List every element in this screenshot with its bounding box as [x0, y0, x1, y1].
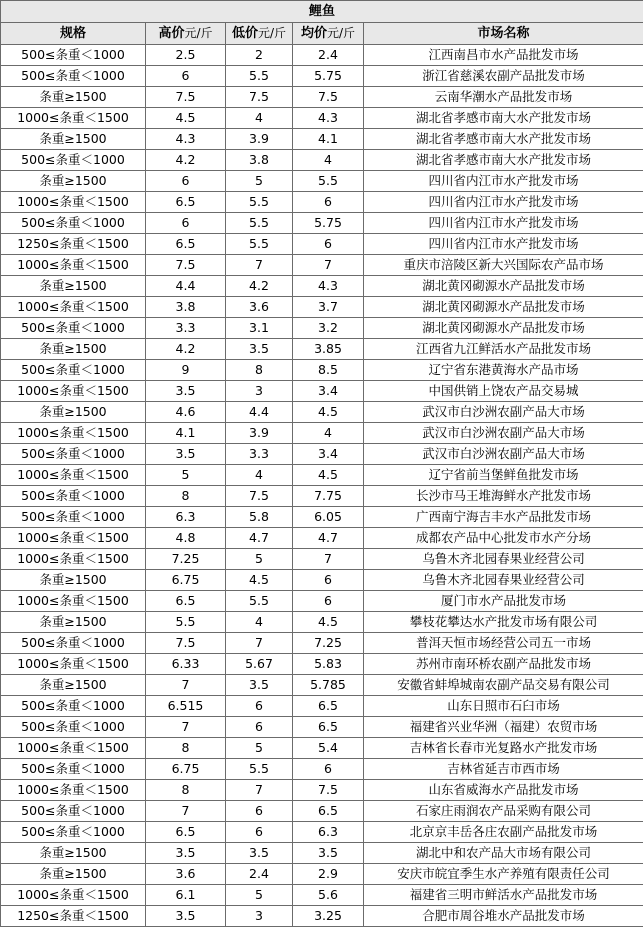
cell-high: 6.75 [146, 570, 226, 591]
cell-avg: 6.05 [293, 507, 364, 528]
cell-spec: 500≤条重＜1000 [1, 633, 146, 654]
cell-high: 7.5 [146, 87, 226, 108]
cell-low: 2 [226, 45, 293, 66]
cell-spec: 1000≤条重＜1500 [1, 654, 146, 675]
cell-avg: 5.785 [293, 675, 364, 696]
cell-low: 5.5 [226, 66, 293, 87]
cell-market: 吉林省长春市光复路水产批发市场 [364, 738, 643, 759]
cell-spec: 500≤条重＜1000 [1, 822, 146, 843]
cell-high: 4.4 [146, 276, 226, 297]
cell-avg: 2.4 [293, 45, 364, 66]
cell-spec: 500≤条重＜1000 [1, 213, 146, 234]
cell-market: 辽宁省前当堡鲜鱼批发市场 [364, 465, 643, 486]
cell-market: 长沙市马王堆海鲜水产批发市场 [364, 486, 643, 507]
cell-market: 厦门市水产品批发市场 [364, 591, 643, 612]
cell-low: 5.5 [226, 759, 293, 780]
cell-avg: 6 [293, 192, 364, 213]
cell-spec: 500≤条重＜1000 [1, 444, 146, 465]
cell-high: 6.5 [146, 192, 226, 213]
cell-market: 江西省九江鲜活水产品批发市场 [364, 339, 643, 360]
table-row [1, 843, 643, 864]
cell-avg: 7.5 [293, 780, 364, 801]
cell-market: 武汉市白沙洲农副产品大市场 [364, 444, 643, 465]
cell-avg: 4 [293, 423, 364, 444]
cell-high: 3.8 [146, 297, 226, 318]
cell-spec: 1250≤条重＜1500 [1, 234, 146, 255]
cell-market: 湖北省孝感市南大水产批发市场 [364, 129, 643, 150]
cell-avg: 6 [293, 234, 364, 255]
table-row [1, 759, 643, 780]
cell-high: 5 [146, 465, 226, 486]
cell-spec: 1250≤条重＜1500 [1, 906, 146, 927]
table-row [1, 150, 643, 171]
cell-low: 4.5 [226, 570, 293, 591]
cell-high: 4.2 [146, 339, 226, 360]
cell-avg: 5.75 [293, 66, 364, 87]
cell-market: 四川省内江市水产批发市场 [364, 234, 643, 255]
cell-spec: 1000≤条重＜1500 [1, 381, 146, 402]
cell-avg: 6.5 [293, 717, 364, 738]
cell-high: 6.75 [146, 759, 226, 780]
cell-market: 四川省内江市水产批发市场 [364, 192, 643, 213]
cell-high: 7.25 [146, 549, 226, 570]
cell-avg: 3.4 [293, 381, 364, 402]
table-row [1, 213, 643, 234]
cell-spec: 条重≥1500 [1, 675, 146, 696]
table-row [1, 318, 643, 339]
cell-high: 3.6 [146, 864, 226, 885]
cell-avg: 3.2 [293, 318, 364, 339]
header-high-unit: 元/斤 [184, 26, 213, 40]
cell-market: 武汉市白沙洲农副产品大市场 [364, 402, 643, 423]
cell-avg: 6 [293, 591, 364, 612]
cell-spec: 1000≤条重＜1500 [1, 297, 146, 318]
cell-high: 6 [146, 66, 226, 87]
table-row [1, 801, 643, 822]
table-row [1, 192, 643, 213]
cell-market: 重庆市涪陵区新大兴国际农产品市场 [364, 255, 643, 276]
table-row [1, 528, 643, 549]
cell-low: 4 [226, 108, 293, 129]
cell-spec: 500≤条重＜1000 [1, 507, 146, 528]
cell-low: 5.5 [226, 591, 293, 612]
table-row [1, 738, 643, 759]
cell-market: 湖北黄冈砌源水产品批发市场 [364, 276, 643, 297]
cell-low: 4 [226, 465, 293, 486]
cell-spec: 500≤条重＜1000 [1, 150, 146, 171]
cell-high: 6 [146, 171, 226, 192]
cell-avg: 6.3 [293, 822, 364, 843]
cell-avg: 3.85 [293, 339, 364, 360]
cell-low: 6 [226, 801, 293, 822]
table-title: 鲤鱼 [1, 1, 643, 23]
table-row [1, 45, 643, 66]
cell-avg: 6.5 [293, 801, 364, 822]
table-title-row [1, 1, 643, 23]
table-row [1, 549, 643, 570]
cell-market: 辽宁省东港黄海水产品市场 [364, 360, 643, 381]
cell-avg: 3.5 [293, 843, 364, 864]
table-row [1, 675, 643, 696]
cell-low: 3 [226, 906, 293, 927]
cell-avg: 7 [293, 549, 364, 570]
header-avg-unit: 元/斤 [326, 26, 356, 40]
header-low-unit: 元/斤 [257, 26, 287, 40]
cell-low: 6 [226, 822, 293, 843]
cell-avg: 6.5 [293, 696, 364, 717]
cell-spec: 条重≥1500 [1, 171, 146, 192]
cell-low: 3.9 [226, 129, 293, 150]
table-row [1, 696, 643, 717]
cell-market: 石家庄雨润农产品采购有限公司 [364, 801, 643, 822]
table-row [1, 570, 643, 591]
cell-low: 7 [226, 255, 293, 276]
cell-market: 吉林省延吉市西市场 [364, 759, 643, 780]
cell-low: 6 [226, 696, 293, 717]
cell-market: 福建省三明市鲜活水产品批发市场 [364, 885, 643, 906]
cell-high: 8 [146, 738, 226, 759]
cell-high: 4.1 [146, 423, 226, 444]
cell-low: 4 [226, 612, 293, 633]
cell-low: 2.4 [226, 864, 293, 885]
cell-spec: 1000≤条重＜1500 [1, 780, 146, 801]
cell-spec: 条重≥1500 [1, 276, 146, 297]
header-high [146, 23, 226, 45]
table-row [1, 717, 643, 738]
cell-avg: 3.7 [293, 297, 364, 318]
cell-low: 3.6 [226, 297, 293, 318]
cell-avg: 4.7 [293, 528, 364, 549]
cell-low: 4.2 [226, 276, 293, 297]
cell-low: 5 [226, 549, 293, 570]
cell-avg: 5.6 [293, 885, 364, 906]
header-low-label: 低价 [231, 26, 258, 41]
cell-high: 8 [146, 780, 226, 801]
header-low [226, 23, 293, 45]
cell-spec: 条重≥1500 [1, 402, 146, 423]
cell-avg: 5.83 [293, 654, 364, 675]
table-row [1, 255, 643, 276]
cell-low: 3.3 [226, 444, 293, 465]
cell-market: 福建省兴业华洲（福建）农贸市场 [364, 717, 643, 738]
cell-spec: 条重≥1500 [1, 87, 146, 108]
table-row [1, 885, 643, 906]
cell-low: 7.5 [226, 486, 293, 507]
table-row [1, 66, 643, 87]
cell-market: 乌鲁木齐北园春果业经营公司 [364, 549, 643, 570]
cell-low: 3 [226, 381, 293, 402]
cell-high: 4.2 [146, 150, 226, 171]
cell-high: 7.5 [146, 633, 226, 654]
cell-high: 6.515 [146, 696, 226, 717]
cell-spec: 500≤条重＜1000 [1, 360, 146, 381]
cell-high: 2.5 [146, 45, 226, 66]
cell-avg: 6 [293, 759, 364, 780]
cell-low: 3.5 [226, 339, 293, 360]
cell-spec: 条重≥1500 [1, 570, 146, 591]
cell-spec: 500≤条重＜1000 [1, 696, 146, 717]
cell-low: 6 [226, 717, 293, 738]
cell-spec: 条重≥1500 [1, 864, 146, 885]
cell-spec: 1000≤条重＜1500 [1, 255, 146, 276]
cell-low: 5.8 [226, 507, 293, 528]
cell-avg: 7.25 [293, 633, 364, 654]
cell-low: 5 [226, 738, 293, 759]
cell-low: 7 [226, 633, 293, 654]
cell-market: 四川省内江市水产批发市场 [364, 213, 643, 234]
cell-market: 山东日照市石臼市场 [364, 696, 643, 717]
cell-low: 4.7 [226, 528, 293, 549]
cell-high: 3.5 [146, 444, 226, 465]
cell-high: 3.5 [146, 381, 226, 402]
table-row [1, 171, 643, 192]
table-row [1, 423, 643, 444]
cell-market: 湖北黄冈砌源水产品批发市场 [364, 318, 643, 339]
cell-low: 5 [226, 885, 293, 906]
cell-high: 4.8 [146, 528, 226, 549]
cell-market: 浙江省慈溪农副产品批发市场 [364, 66, 643, 87]
table-row [1, 507, 643, 528]
cell-low: 3.8 [226, 150, 293, 171]
table-body [1, 45, 643, 927]
cell-avg: 2.9 [293, 864, 364, 885]
cell-low: 7 [226, 780, 293, 801]
cell-spec: 1000≤条重＜1500 [1, 528, 146, 549]
cell-low: 5.67 [226, 654, 293, 675]
cell-market: 四川省内江市水产批发市场 [364, 171, 643, 192]
cell-avg: 4.1 [293, 129, 364, 150]
cell-low: 3.9 [226, 423, 293, 444]
cell-market: 湖北黄冈砌源水产品批发市场 [364, 297, 643, 318]
table-row [1, 108, 643, 129]
table-row [1, 339, 643, 360]
table-row [1, 360, 643, 381]
cell-avg: 7 [293, 255, 364, 276]
cell-avg: 6 [293, 570, 364, 591]
cell-market: 江西南昌市水产品批发市场 [364, 45, 643, 66]
table-row [1, 129, 643, 150]
cell-high: 7.5 [146, 255, 226, 276]
cell-high: 7 [146, 675, 226, 696]
table-row [1, 612, 643, 633]
cell-spec: 500≤条重＜1000 [1, 801, 146, 822]
table-row [1, 864, 643, 885]
cell-avg: 5.4 [293, 738, 364, 759]
cell-spec: 1000≤条重＜1500 [1, 192, 146, 213]
cell-low: 5.5 [226, 192, 293, 213]
cell-high: 7 [146, 717, 226, 738]
cell-avg: 4.3 [293, 108, 364, 129]
cell-high: 4.6 [146, 402, 226, 423]
cell-high: 4.3 [146, 129, 226, 150]
cell-high: 6.33 [146, 654, 226, 675]
cell-low: 5 [226, 171, 293, 192]
cell-spec: 条重≥1500 [1, 612, 146, 633]
cell-low: 3.5 [226, 675, 293, 696]
cell-high: 9 [146, 360, 226, 381]
cell-market: 武汉市白沙洲农副产品大市场 [364, 423, 643, 444]
cell-avg: 3.4 [293, 444, 364, 465]
cell-high: 6.5 [146, 234, 226, 255]
cell-high: 6 [146, 213, 226, 234]
table-row [1, 297, 643, 318]
cell-spec: 条重≥1500 [1, 843, 146, 864]
cell-spec: 500≤条重＜1000 [1, 45, 146, 66]
table-row [1, 822, 643, 843]
cell-spec: 1000≤条重＜1500 [1, 108, 146, 129]
cell-market: 湖北省孝感市南大水产批发市场 [364, 150, 643, 171]
cell-market: 山东省威海水产品批发市场 [364, 780, 643, 801]
header-high-label: 高价 [158, 26, 185, 41]
cell-spec: 500≤条重＜1000 [1, 318, 146, 339]
cell-spec: 500≤条重＜1000 [1, 66, 146, 87]
cell-high: 3.5 [146, 906, 226, 927]
cell-avg: 5.75 [293, 213, 364, 234]
cell-spec: 500≤条重＜1000 [1, 717, 146, 738]
cell-market: 湖北省孝感市南大水产批发市场 [364, 108, 643, 129]
cell-spec: 1000≤条重＜1500 [1, 423, 146, 444]
header-market: 市场名称 [364, 23, 643, 45]
cell-high: 5.5 [146, 612, 226, 633]
cell-avg: 4.5 [293, 465, 364, 486]
cell-spec: 1000≤条重＜1500 [1, 549, 146, 570]
cell-market: 广西南宁海吉丰水产品批发市场 [364, 507, 643, 528]
cell-high: 6.3 [146, 507, 226, 528]
cell-market: 云南华潮水产品批发市场 [364, 87, 643, 108]
table-header-row [1, 23, 643, 45]
table-row [1, 87, 643, 108]
cell-spec: 500≤条重＜1000 [1, 759, 146, 780]
table-row [1, 591, 643, 612]
cell-low: 5.5 [226, 213, 293, 234]
cell-spec: 1000≤条重＜1500 [1, 465, 146, 486]
cell-market: 合肥市周谷堆水产品批发市场 [364, 906, 643, 927]
cell-spec: 1000≤条重＜1500 [1, 885, 146, 906]
cell-market: 安庆市皖宜季生水产养殖有限责任公司 [364, 864, 643, 885]
cell-avg: 3.25 [293, 906, 364, 927]
cell-high: 4.5 [146, 108, 226, 129]
cell-high: 6.5 [146, 822, 226, 843]
header-avg [293, 23, 364, 45]
cell-low: 3.5 [226, 843, 293, 864]
table-row [1, 780, 643, 801]
cell-high: 3.3 [146, 318, 226, 339]
cell-high: 6.5 [146, 591, 226, 612]
cell-avg: 4 [293, 150, 364, 171]
cell-low: 7.5 [226, 87, 293, 108]
cell-high: 8 [146, 486, 226, 507]
table-row [1, 633, 643, 654]
cell-avg: 4.3 [293, 276, 364, 297]
cell-market: 中国供销上饶农产品交易城 [364, 381, 643, 402]
cell-low: 5.5 [226, 234, 293, 255]
header-avg-label: 均价 [300, 26, 327, 41]
cell-high: 7 [146, 801, 226, 822]
cell-low: 3.1 [226, 318, 293, 339]
cell-high: 3.5 [146, 843, 226, 864]
table-row [1, 402, 643, 423]
table-row [1, 444, 643, 465]
cell-high: 6.1 [146, 885, 226, 906]
cell-low: 4.4 [226, 402, 293, 423]
cell-avg: 5.5 [293, 171, 364, 192]
cell-market: 乌鲁木齐北园春果业经营公司 [364, 570, 643, 591]
cell-market: 安徽省蚌埠城南农副产品交易有限公司 [364, 675, 643, 696]
cell-market: 北京京丰岳各庄农副产品批发市场 [364, 822, 643, 843]
table-row [1, 486, 643, 507]
cell-avg: 4.5 [293, 402, 364, 423]
cell-avg: 4.5 [293, 612, 364, 633]
cell-spec: 1000≤条重＜1500 [1, 738, 146, 759]
cell-market: 湖北中和农产品大市场有限公司 [364, 843, 643, 864]
cell-spec: 500≤条重＜1000 [1, 486, 146, 507]
cell-avg: 8.5 [293, 360, 364, 381]
cell-low: 8 [226, 360, 293, 381]
cell-market: 苏州市南环桥农副产品批发市场 [364, 654, 643, 675]
table-row [1, 906, 643, 927]
cell-market: 攀枝花攀达水产批发市场有限公司 [364, 612, 643, 633]
table-row [1, 465, 643, 486]
cell-avg: 7.5 [293, 87, 364, 108]
table-row [1, 381, 643, 402]
cell-market: 普洱天恒市场经营公司五一市场 [364, 633, 643, 654]
cell-spec: 1000≤条重＜1500 [1, 591, 146, 612]
cell-spec: 条重≥1500 [1, 339, 146, 360]
table-row [1, 654, 643, 675]
table-row [1, 276, 643, 297]
cell-avg: 7.75 [293, 486, 364, 507]
header-spec: 规格 [1, 23, 146, 45]
cell-spec: 条重≥1500 [1, 129, 146, 150]
table-row [1, 234, 643, 255]
cell-market: 成都农产品中心批发市水产分场 [364, 528, 643, 549]
